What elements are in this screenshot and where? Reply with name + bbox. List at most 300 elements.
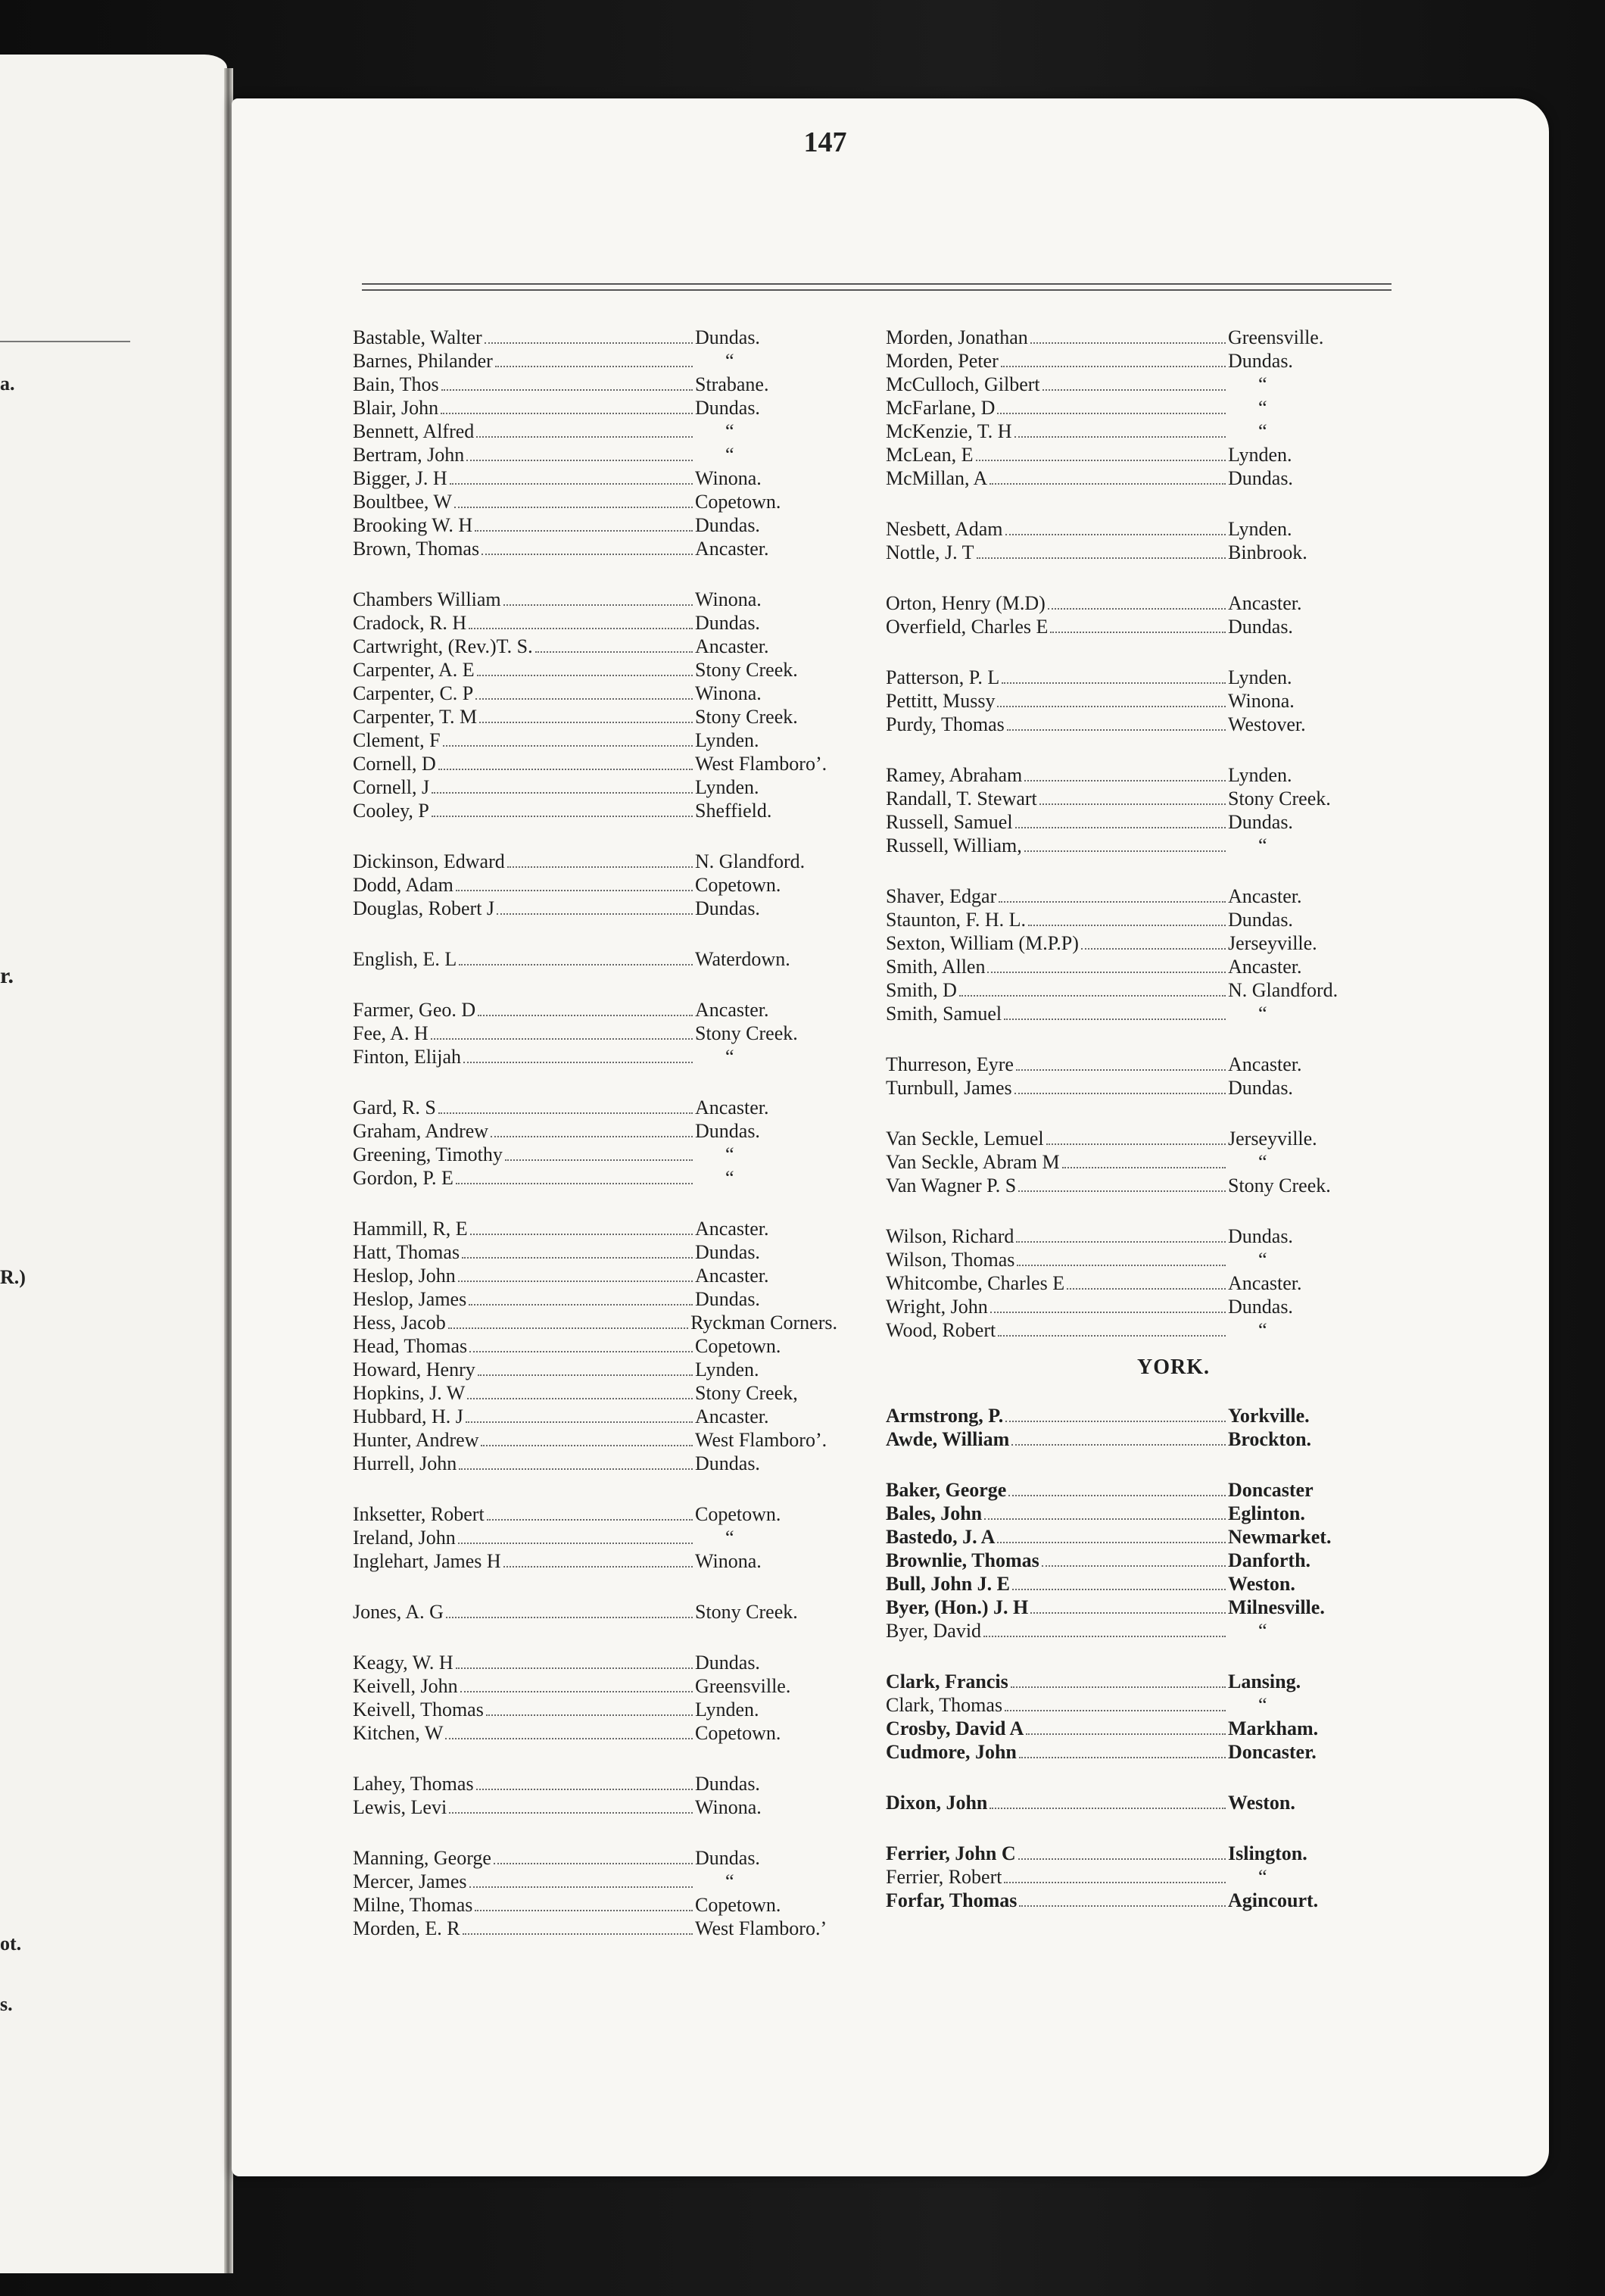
entry-place: Doncaster [1228, 1479, 1314, 1501]
entry-place: Markham. [1228, 1717, 1319, 1739]
entry-name: Gard, R. S [353, 1097, 436, 1118]
entry-gap [886, 1025, 1370, 1053]
entry-name: Brown, Thomas [353, 538, 480, 560]
entry-name: Hunter, Andrew [353, 1429, 479, 1451]
entry-place: Dundas. [1228, 811, 1293, 833]
entry-gap [886, 857, 1370, 884]
entry-name: Purdy, Thomas [886, 713, 1005, 735]
entry-place: Jerseyville. [1228, 932, 1317, 954]
entry-place: Winona. [695, 1796, 762, 1818]
directory-entry [353, 1119, 837, 1143]
directory-entry [353, 1045, 837, 1068]
dot-leader [443, 738, 693, 747]
dot-leader [1011, 1437, 1226, 1446]
dot-leader [432, 785, 693, 794]
entry-name: Finton, Elijah [353, 1046, 461, 1068]
entry-name: McCulloch, Gilbert [886, 373, 1040, 395]
directory-entry [886, 443, 1370, 466]
entry-place: “ [725, 444, 734, 466]
dot-leader [1018, 1183, 1226, 1192]
entry-name: Kitchen, W [353, 1722, 444, 1744]
entry-gap [353, 971, 837, 998]
entry-place: Greensville. [1228, 326, 1324, 348]
entry-place: Strabane. [695, 373, 769, 395]
entry-place: Dundas. [695, 326, 760, 348]
entry-name: Bertram, John [353, 444, 465, 466]
entry-name: Heslop, James [353, 1288, 467, 1310]
entry-name: Smith, Allen [886, 956, 986, 978]
entry-name: Staunton, F. H. L. [886, 909, 1026, 931]
directory-entry [886, 1889, 1370, 1912]
dot-leader [1011, 1679, 1226, 1688]
entry-name: Hatt, Thomas [353, 1241, 460, 1263]
entry-place: Copetown. [695, 1894, 781, 1916]
dot-leader [469, 1879, 693, 1888]
entry-name: Bigger, J. H [353, 467, 447, 489]
entry-name: Clark, Francis [886, 1671, 1008, 1692]
entry-name: Chambers William [353, 588, 501, 610]
directory-entry [886, 420, 1370, 443]
directory-entry [886, 1549, 1370, 1572]
entry-place: Dundas. [695, 1288, 760, 1310]
entry-place: Ancaster. [1228, 956, 1302, 978]
directory-entry [353, 873, 837, 897]
dot-leader [469, 1343, 693, 1352]
dot-leader [976, 452, 1226, 461]
entry-name: Ireland, John [353, 1527, 456, 1549]
dot-leader [458, 1273, 693, 1282]
entry-place: Islington. [1228, 1842, 1307, 1864]
entry-name: Clement, F [353, 729, 441, 751]
directory-entry [353, 611, 837, 635]
entry-place: “ [1258, 1249, 1267, 1271]
entry-name: Thurreson, Eyre [886, 1053, 1014, 1075]
entry-name: Van Seckle, Lemuel [886, 1128, 1044, 1150]
dot-leader [456, 882, 693, 891]
dot-leader [475, 691, 693, 700]
entry-place: Dundas. [695, 1120, 760, 1142]
entry-place: Ancaster. [695, 1265, 769, 1287]
dot-leader [481, 1437, 693, 1446]
dot-leader [1030, 335, 1226, 344]
facing-page-fragment: R.) [0, 1266, 26, 1288]
directory-entry [353, 799, 837, 822]
directory-entry [353, 1096, 837, 1119]
dot-leader [1018, 1851, 1226, 1860]
directory-entry [353, 850, 837, 873]
dot-leader [456, 1175, 693, 1184]
entry-place: “ [1258, 1694, 1267, 1716]
dot-leader [1024, 843, 1226, 852]
entry-name: Inksetter, Robert [353, 1503, 485, 1525]
directory-entry [886, 1740, 1370, 1764]
directory-entry [353, 1311, 837, 1334]
entry-place: Lynden. [695, 1359, 759, 1380]
entry-name: Ramey, Abraham [886, 764, 1023, 786]
dot-leader [977, 550, 1226, 559]
entry-place: Ryckman Corners. [690, 1312, 837, 1334]
entry-name: Cornell, D [353, 753, 436, 775]
directory-entry [353, 728, 837, 752]
directory-entry [353, 947, 837, 971]
directory-entry [353, 588, 837, 611]
directory-entry [886, 1478, 1370, 1502]
entry-place: N. Glandford. [695, 850, 806, 872]
entry-name: Douglas, Robert J [353, 897, 495, 919]
directory-entry [886, 1318, 1370, 1342]
dot-leader [478, 1367, 693, 1376]
directory-entry [886, 1224, 1370, 1248]
entry-place: Ancaster. [1228, 1053, 1302, 1075]
dot-leader [1042, 382, 1226, 391]
entry-place: N. Glandford. [1228, 979, 1339, 1001]
directory-entry [886, 1295, 1370, 1318]
dot-leader [1067, 1281, 1226, 1290]
dot-leader [431, 1031, 693, 1040]
dot-leader [469, 620, 693, 629]
facing-page-edge [0, 55, 227, 2273]
entry-place: Dundas. [695, 1452, 760, 1474]
entry-place: Copetown. [695, 491, 781, 513]
dot-leader [1007, 722, 1226, 731]
dot-leader [1081, 941, 1226, 950]
entry-place: Lansing. [1228, 1671, 1301, 1692]
dot-leader [990, 1304, 1226, 1313]
dot-leader [478, 1007, 693, 1016]
dot-leader [1016, 1062, 1226, 1071]
entry-name: McKenzie, T. H [886, 420, 1012, 442]
entry-gap [886, 1100, 1370, 1127]
entry-place: West Flamboro’. [695, 753, 827, 775]
directory-entry [353, 658, 837, 682]
entry-name: Brooking W. H [353, 514, 473, 536]
directory-entry [353, 443, 837, 466]
dot-leader [1042, 1558, 1226, 1567]
entry-name: Dodd, Adam [353, 874, 453, 896]
entry-place: Greensville. [695, 1675, 791, 1697]
dot-leader [1046, 1136, 1226, 1145]
entry-place: Binbrook. [1228, 541, 1307, 563]
directory-entry [886, 1127, 1370, 1150]
entry-place: Dundas. [695, 1241, 760, 1263]
entry-name: Bales, John [886, 1502, 983, 1524]
entry-place: Stony Creek. [695, 706, 798, 728]
entry-place: “ [1258, 1866, 1267, 1888]
directory-entry [353, 1452, 837, 1475]
directory-entry [886, 1842, 1370, 1865]
dot-leader [454, 499, 693, 508]
directory-entry [886, 1619, 1370, 1642]
entry-name: Nottle, J. T [886, 541, 974, 563]
entry-place: Copetown. [695, 874, 781, 896]
directory-entry [886, 591, 1370, 615]
entry-name: Mercer, James [353, 1870, 467, 1892]
entry-name: Hubbard, H. J [353, 1405, 463, 1427]
dot-leader [1062, 1159, 1226, 1168]
dot-leader [456, 1660, 693, 1669]
entry-place: “ [725, 1870, 734, 1892]
directory-entry [886, 1271, 1370, 1295]
entry-place: Ancaster. [1228, 592, 1302, 614]
dot-leader [476, 1781, 693, 1790]
entry-name: Byer, (Hon.) J. H [886, 1596, 1029, 1618]
entry-place: Yorkville. [1228, 1405, 1310, 1427]
entry-place: Lynden. [695, 729, 759, 751]
entry-place: Winona. [695, 682, 762, 704]
directory-entry [886, 689, 1370, 713]
entry-name: Lewis, Levi [353, 1796, 447, 1818]
directory-entry [353, 1334, 837, 1358]
entry-name: Cradock, R. H [353, 612, 467, 634]
dot-leader [438, 761, 693, 770]
dot-leader [1048, 601, 1226, 610]
directory-entry [353, 1358, 837, 1381]
entry-place: Dundas. [695, 1847, 760, 1869]
directory-entry [353, 1428, 837, 1452]
dot-leader [463, 1054, 693, 1063]
directory-entry [886, 1502, 1370, 1525]
entry-place: “ [725, 1046, 734, 1068]
directory-entry [353, 1698, 837, 1721]
entry-place: Dundas. [695, 1652, 760, 1674]
directory-entry [886, 1717, 1370, 1740]
directory-entry [353, 1795, 837, 1819]
directory-entry [886, 1174, 1370, 1197]
entry-name: Carpenter, C. P [353, 682, 474, 704]
entry-place: “ [725, 1527, 734, 1549]
entry-name: Carpenter, T. M [353, 706, 478, 728]
directory-entry [353, 998, 837, 1022]
entry-name: Blair, John [353, 397, 439, 419]
entry-name: Bain, Thos [353, 373, 439, 395]
dot-leader [450, 476, 693, 485]
entry-gap [353, 1624, 837, 1651]
directory-entry [886, 908, 1370, 931]
directory-entry [886, 713, 1370, 736]
dot-leader [989, 476, 1226, 485]
entry-place: Milnesville. [1228, 1596, 1325, 1618]
directory-entry [353, 752, 837, 775]
entry-place: Weston. [1228, 1792, 1295, 1814]
dot-leader [497, 906, 693, 915]
entry-gap [353, 560, 837, 588]
entry-name: Russell, Samuel [886, 811, 1013, 833]
dot-leader [475, 523, 693, 532]
entry-gap [886, 1764, 1370, 1791]
dot-leader [463, 1926, 693, 1935]
dot-leader [469, 1296, 693, 1306]
entry-place: Lynden. [1228, 666, 1292, 688]
entry-name: Wilson, Thomas [886, 1249, 1015, 1271]
entry-place: Eglinton. [1228, 1502, 1305, 1524]
dot-leader [997, 698, 1226, 707]
dot-leader [987, 964, 1226, 973]
directory-entry [886, 615, 1370, 638]
entry-name: Awde, William [886, 1428, 1010, 1450]
entry-place: Dundas. [695, 514, 760, 536]
directory-entry [886, 931, 1370, 955]
entry-place: Dundas. [695, 397, 760, 419]
directory-entry [886, 1525, 1370, 1549]
entry-place: Stony Creek, [695, 1382, 798, 1404]
entry-gap [886, 564, 1370, 591]
entry-place: Dundas. [1228, 909, 1293, 931]
dot-leader [503, 597, 693, 606]
entry-place: Weston. [1228, 1573, 1295, 1595]
directory-entry [353, 1502, 837, 1526]
entry-name: Ferrier, Robert [886, 1866, 1002, 1888]
dot-leader [441, 405, 693, 414]
entry-name: Turnbull, James [886, 1077, 1012, 1099]
directory-entry [886, 1150, 1370, 1174]
entry-name: Hurrell, John [353, 1452, 457, 1474]
entry-gap [886, 1197, 1370, 1224]
dot-leader [1030, 1605, 1226, 1614]
entry-place: Ancaster. [1228, 885, 1302, 907]
directory-entry [886, 396, 1370, 420]
entry-name: Bastable, Walter [353, 326, 482, 348]
directory-entry [353, 396, 837, 420]
entry-name: McLean, E [886, 444, 974, 466]
entry-gap [886, 1642, 1370, 1670]
entry-place: “ [1258, 834, 1267, 856]
entry-place: Dundas. [1228, 1225, 1293, 1247]
directory-entry [353, 1674, 837, 1698]
directory-entry [886, 517, 1370, 541]
entry-place: “ [1258, 1151, 1267, 1173]
dot-leader [432, 808, 693, 817]
directory-entry [886, 666, 1370, 689]
dot-leader [441, 382, 693, 391]
entry-name: Lahey, Thomas [353, 1773, 474, 1795]
dot-leader [448, 1320, 688, 1329]
dot-leader [459, 956, 693, 966]
entry-name: Cudmore, John [886, 1741, 1017, 1763]
directory-entry [353, 420, 837, 443]
dot-leader [1005, 526, 1226, 535]
entry-name: Keivell, Thomas [353, 1699, 484, 1720]
entry-name: Gordon, P. E [353, 1167, 453, 1189]
entry-place: Newmarket. [1228, 1526, 1332, 1548]
entry-name: Forfar, Thomas [886, 1889, 1018, 1911]
entry-place: Ancaster. [695, 1097, 769, 1118]
entry-place: Winona. [695, 467, 762, 489]
entry-name: Fee, A. H [353, 1022, 429, 1044]
entry-place: Waterdown. [695, 948, 790, 970]
entry-place: Ancaster. [695, 999, 769, 1021]
directory-entry [886, 349, 1370, 373]
dot-leader [487, 1511, 693, 1521]
entry-gap [886, 490, 1370, 517]
dot-leader [1004, 1874, 1226, 1883]
directory-entry [886, 1002, 1370, 1025]
entry-name: McFarlane, D [886, 397, 996, 419]
entry-place: Winona. [695, 588, 762, 610]
dot-leader [1019, 1749, 1226, 1758]
entry-place: Lynden. [1228, 444, 1292, 466]
entry-place: “ [1258, 1319, 1267, 1341]
dot-leader [983, 1628, 1226, 1637]
entry-name: Morden, Jonathan [886, 326, 1028, 348]
page-number: 147 [803, 126, 847, 158]
dot-leader [997, 1534, 1226, 1543]
entry-place: “ [725, 420, 734, 442]
entry-name: Pettitt, Mussy [886, 690, 996, 712]
entry-place: Brockton. [1228, 1428, 1312, 1450]
entry-place: Copetown. [695, 1503, 781, 1525]
directory-entry [886, 834, 1370, 857]
entry-name: Milne, Thomas [353, 1894, 473, 1916]
entry-name: Barnes, Philander [353, 350, 493, 372]
entry-name: Inglehart, James H [353, 1550, 501, 1572]
entry-place: West Flamboro’. [695, 1429, 827, 1451]
entry-place: Danforth. [1228, 1549, 1311, 1571]
dot-leader [1008, 1487, 1226, 1496]
dot-leader [1005, 1413, 1226, 1422]
entry-name: Van Wagner P. S [886, 1175, 1017, 1196]
entry-name: Armstrong, P. [886, 1405, 1004, 1427]
directory-entry [353, 1264, 837, 1287]
entry-name: Boultbee, W [353, 491, 452, 513]
dot-leader [1024, 772, 1226, 781]
directory-entry [353, 1772, 837, 1795]
dot-leader [458, 1535, 693, 1544]
dot-leader [1002, 675, 1226, 684]
right-column-entries [886, 326, 1370, 1342]
directory-entry [353, 1217, 837, 1240]
directory-entry [353, 1846, 837, 1870]
dot-leader [482, 546, 693, 555]
dot-leader [1039, 796, 1226, 805]
dot-leader [477, 667, 693, 676]
entry-name: Head, Thomas [353, 1335, 468, 1357]
entry-place: Lynden. [1228, 518, 1292, 540]
entry-place: Stony Creek. [695, 1022, 798, 1044]
entry-gap [886, 736, 1370, 763]
dot-leader [467, 1390, 693, 1399]
directory-entry [353, 1381, 837, 1405]
entry-name: Morden, E. R [353, 1917, 460, 1939]
entry-name: Manning, George [353, 1847, 491, 1869]
entry-place: “ [725, 1167, 734, 1189]
dot-leader [486, 1707, 693, 1716]
entry-name: Greening, Timothy [353, 1143, 503, 1165]
dot-leader [1019, 1898, 1226, 1907]
entry-gap [886, 1451, 1370, 1478]
entry-name: Brownlie, Thomas [886, 1549, 1039, 1571]
dot-leader [1026, 1726, 1226, 1735]
entry-name: Heslop, John [353, 1265, 456, 1287]
dot-leader [507, 859, 693, 868]
entry-name: Overfield, Charles E [886, 616, 1049, 638]
dot-leader [475, 1902, 693, 1911]
directory-entry [353, 537, 837, 560]
directory-entry [353, 373, 837, 396]
entry-place: Winona. [695, 1550, 762, 1572]
entry-place: Lynden. [1228, 764, 1292, 786]
directory-entry [353, 466, 837, 490]
dot-leader [449, 1805, 693, 1814]
dot-leader [1001, 358, 1226, 367]
directory-entry [353, 1870, 837, 1893]
entry-place: Dundas. [1228, 350, 1293, 372]
entry-name: Bull, John J. E [886, 1573, 1011, 1595]
dot-leader [470, 1226, 693, 1235]
dot-leader [1016, 1234, 1226, 1243]
directory-entry [886, 1791, 1370, 1814]
entry-place: “ [1258, 373, 1267, 395]
dot-leader [494, 1855, 693, 1864]
